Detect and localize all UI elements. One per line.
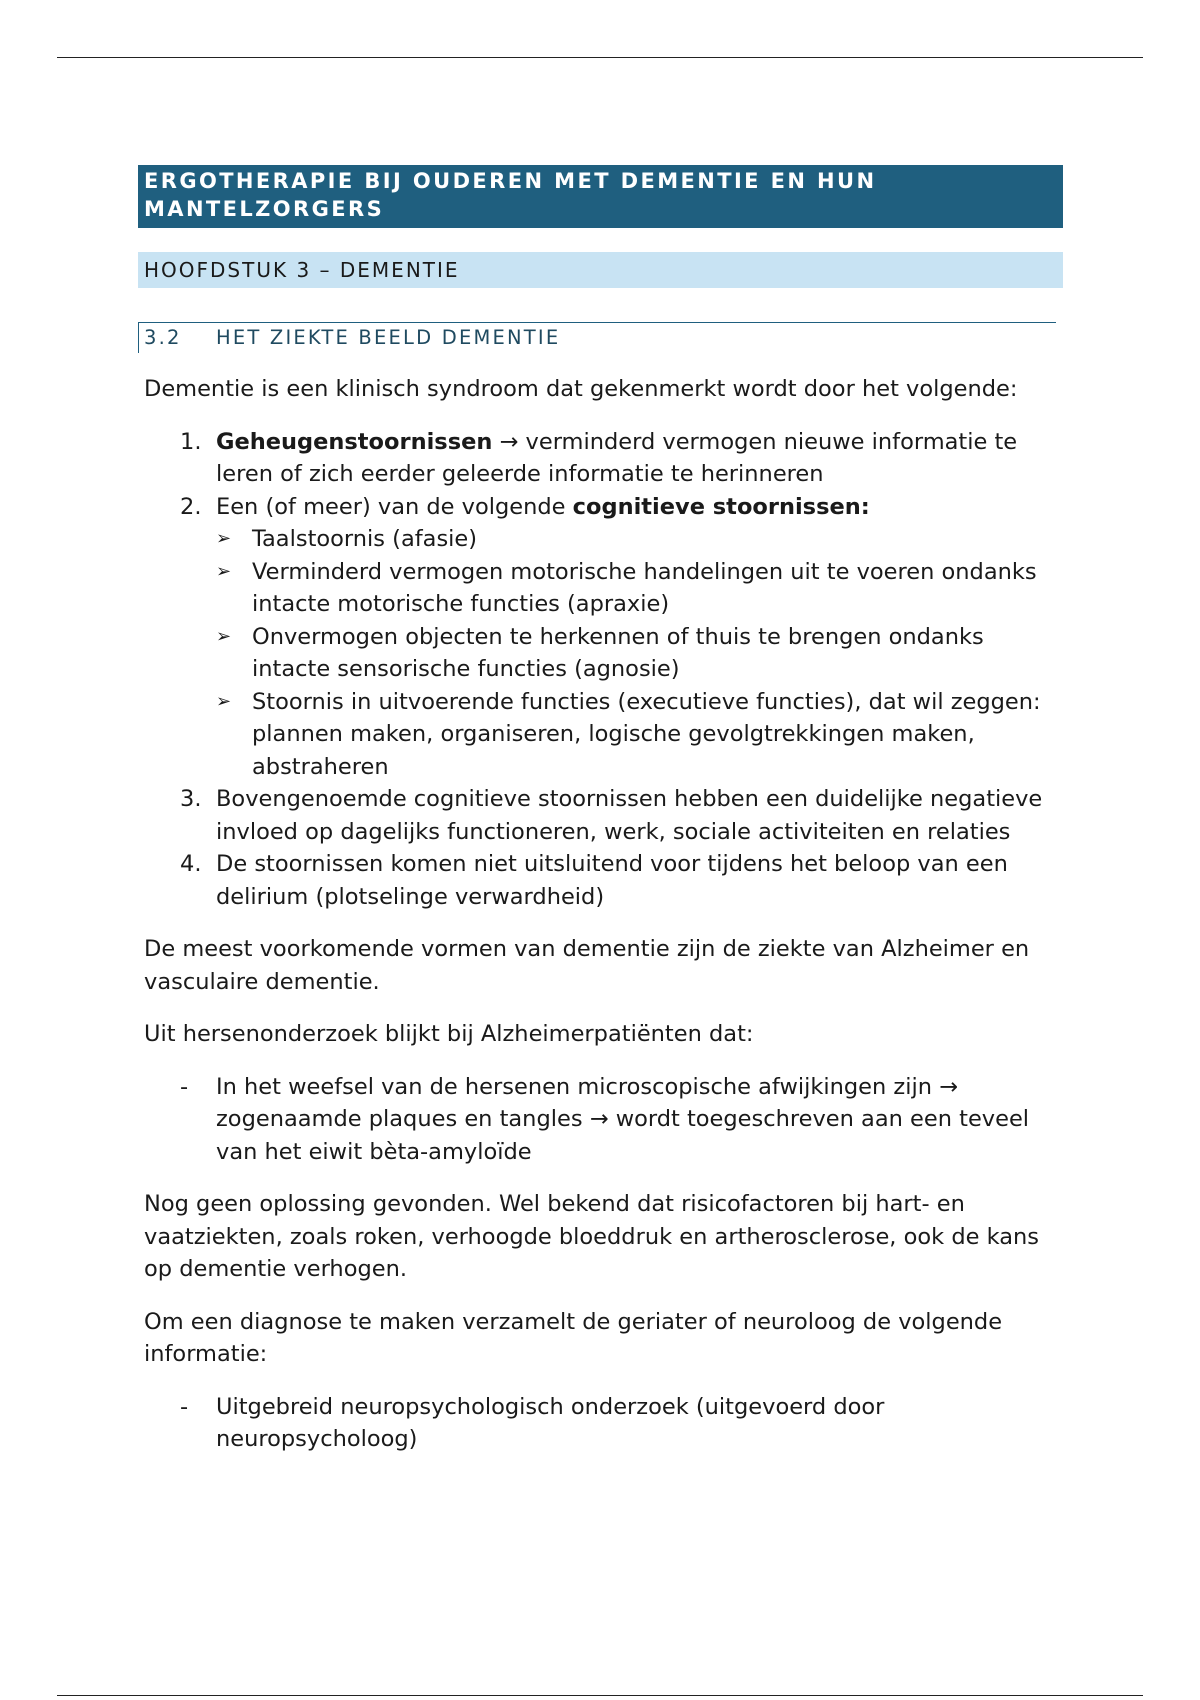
solution-paragraph: Nog geen oplossing gevonden. Wel bekend dat risicofactoren bij hart- en vaatziekten, zoals roken, verhoogde bloeddruk en artherosclerose, ook de kans op dementie verhogen. bbox=[144, 1191, 1040, 1282]
arrowhead-bullet-icon: ➢ bbox=[216, 690, 232, 712]
bold-term: cognitieve stoornissen: bbox=[572, 493, 870, 520]
section-number: 3.2 bbox=[144, 326, 182, 349]
item-text: Bovengenoemde cognitieve stoornissen hebben een duidelijke negatieve invloed op dagelijks functioneren, werk, sociale activiteiten en relaties bbox=[216, 786, 1043, 845]
forms-paragraph: De meest voorkomende vormen van dementie zijn de ziekte van Alzheimer en vasculaire dementie. bbox=[144, 936, 1030, 995]
diagnosis-paragraph: Om een diagnose te maken verzamelt de geriater of neuroloog de volgende informatie: bbox=[144, 1308, 1003, 1367]
item-text: De stoornissen komen niet uitsluitend voor tijdens het beloop van een delirium (plotselinge verwardheid) bbox=[216, 851, 1008, 910]
criteria-item bbox=[138, 783, 1063, 848]
footer-rule bbox=[57, 1695, 1143, 1696]
list-item: - In het weefsel van de hersenen microscopische afwijkingen zijn → zogenaamde plaques en tangles → wordt toegeschreven aan een teveel van het eiwit bèta-amyloïde bbox=[138, 1071, 1063, 1169]
research-paragraph: Uit hersenonderzoek blijkt bij Alzheimerpatiënten dat: bbox=[144, 1021, 754, 1047]
cognitive-sublist bbox=[216, 523, 1063, 783]
header-rule bbox=[57, 57, 1143, 58]
sub-list-item: ➢ Onvermogen objecten te herkennen of thuis te brengen ondanks intacte sensorische functies (agnosie) bbox=[216, 621, 1063, 686]
arrowhead-bullet-icon: ➢ bbox=[216, 528, 232, 549]
bold-term: Geheugenstoornissen bbox=[216, 428, 493, 455]
dash-bullet: - bbox=[180, 1073, 189, 1100]
sub-list-item: ➢ Stoornis in uitvoerende functies (executieve functies), dat wil zeggen: plannen maken, organiseren, logische gevolgtrekkingen maken, abstraheren bbox=[216, 686, 1063, 784]
sub-list-item: ➢ Taalstoornis (afasie) bbox=[216, 523, 1063, 556]
intro-paragraph: Dementie is een klinisch syndroom dat gekenmerkt wordt door het volgende: bbox=[144, 376, 1018, 402]
document-title: ERGOTHERAPIE BIJ OUDEREN MET DEMENTIE EN HUN MANTELZORGERS bbox=[138, 165, 1063, 228]
section-title: HET ZIEKTE BEELD DEMENTIE bbox=[216, 326, 561, 349]
criteria-item bbox=[138, 426, 1063, 491]
list-number: 2. bbox=[180, 493, 202, 520]
arrowhead-bullet-icon: ➢ bbox=[216, 625, 232, 647]
list-item: - Uitgebreid neuropsychologisch onderzoek (uitgevoerd door neuropsycholoog) bbox=[138, 1391, 1063, 1456]
page-content bbox=[138, 165, 1063, 1456]
arrowhead-bullet-icon: ➢ bbox=[216, 560, 232, 582]
chapter-heading: HOOFDSTUK 3 – DEMENTIE bbox=[138, 252, 1063, 288]
item-text: Een (of meer) van de volgende bbox=[216, 493, 573, 520]
sub-list-item: ➢ Verminderd vermogen motorische handelingen uit te voeren ondanks intacte motorische functies (apraxie) bbox=[216, 556, 1063, 621]
criteria-item bbox=[138, 848, 1063, 913]
dash-bullet: - bbox=[180, 1393, 189, 1420]
list-number: 1. bbox=[180, 428, 202, 455]
item-text: → verminderd vermogen nieuwe informatie te leren of zich eerder geleerde informatie te herinneren bbox=[216, 428, 1018, 487]
section-heading bbox=[138, 322, 1056, 353]
list-number: 3. bbox=[180, 786, 202, 812]
research-list bbox=[138, 1071, 1063, 1169]
criteria-item bbox=[138, 491, 1063, 784]
list-number: 4. bbox=[180, 851, 202, 877]
diagnosis-list bbox=[138, 1391, 1063, 1456]
criteria-list bbox=[138, 426, 1063, 914]
